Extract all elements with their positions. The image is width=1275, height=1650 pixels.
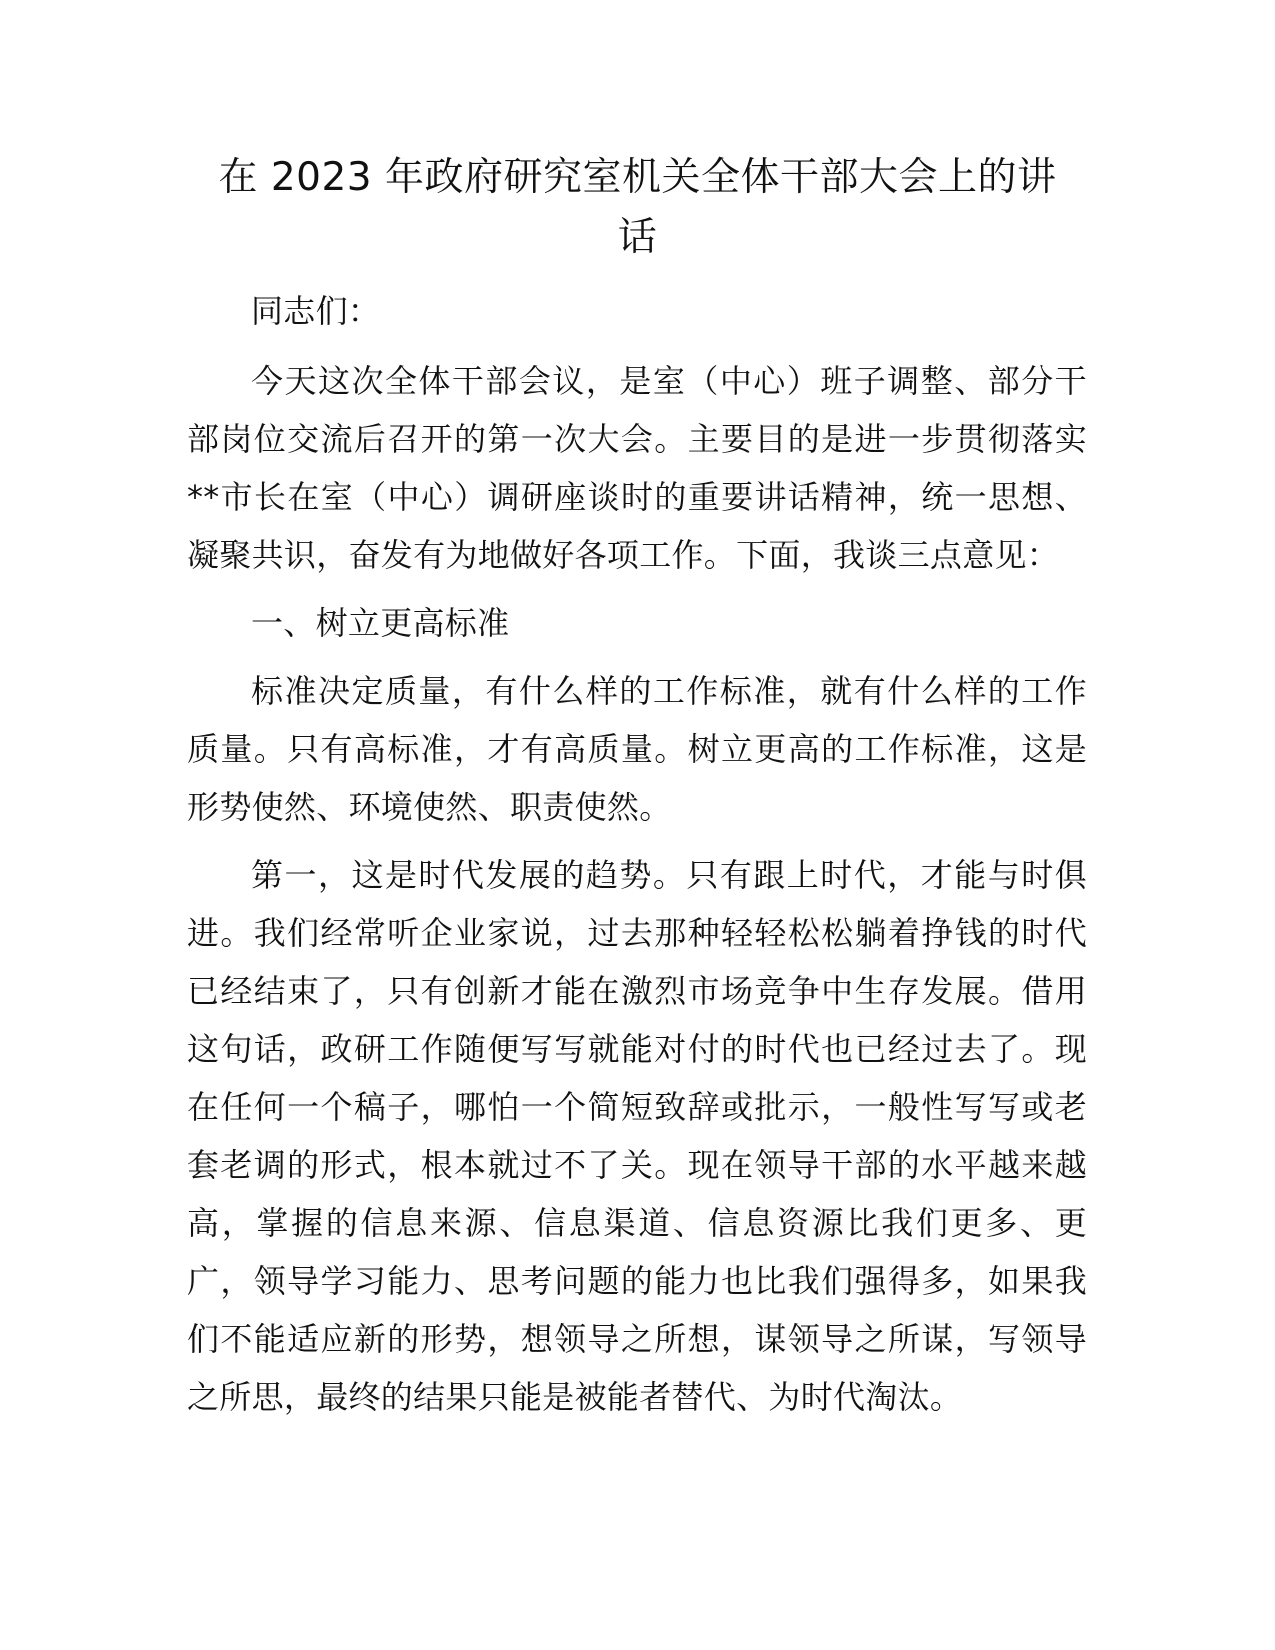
paragraph-first-point: 第一，这是时代发展的趋势。只有跟上时代，才能与时俱进。我们经常听企业家说，过去那种轻轻松松躺着挣钱的时代已经结束了，只有创新才能在激烈市场竞争中生存发展。借用这句话，政研工作随便写写就能对付的时代也已经过去了。现在任何一个稿子，哪怕一个简短致辞或批示，一般性写写或老套老调的形式，根本就过不了关。现在领导干部的水平越来越高，掌握的信息来源、信息渠道、信息资源比我们更多、更广，领导学习能力、思考问题的能力也比我们强得多，如果我们不能适应新的形势，想领导之所想，谋领导之所谋，写领导之所思，最终的结果只能是被能者替代、为时代淘汰。	[187, 856, 1087, 1416]
paragraph-intro: 今天这次全体干部会议，是室（中心）班子调整、部分干部岗位交流后召开的第一次大会。主要目的是进一步贯彻落实**市长在室（中心）调研座谈时的重要讲话精神，统一思想、凝聚共识，奋发有为地做好各项工作。下面，我谈三点意见：	[187, 362, 1087, 574]
section-heading-1: 一、树立更高标准	[251, 604, 510, 642]
title-line-1: 在 2023 年政府研究室机关全体干部大会上的讲	[218, 155, 1057, 200]
document-body	[187, 282, 1087, 1426]
title-line-2: 话	[617, 215, 658, 260]
document-title	[160, 148, 1115, 268]
greeting: 同志们：	[251, 292, 381, 330]
paragraph-standards: 标准决定质量，有什么样的工作标准，就有什么样的工作质量。只有高标准，才有高质量。树立更高的工作标准，这是形势使然、环境使然、职责使然。	[187, 672, 1087, 826]
